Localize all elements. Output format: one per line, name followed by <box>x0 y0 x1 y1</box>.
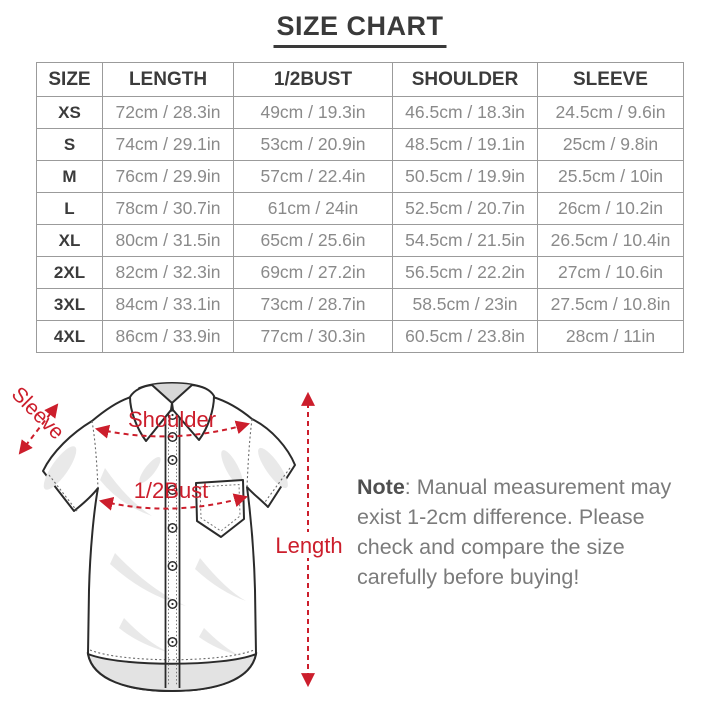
table-row <box>37 129 684 161</box>
bust-cell: 61cm / 24in <box>234 193 393 225</box>
sleeve-cell: 27.5cm / 10.8in <box>538 289 684 321</box>
shoulder-cell: 52.5cm / 20.7in <box>393 193 538 225</box>
shirt-diagram-icon <box>0 372 350 720</box>
note-line-1-rest: : Manual measurement may <box>404 475 672 499</box>
length-cell: 76cm / 29.9in <box>103 161 234 193</box>
sleeve-cell: 25cm / 9.8in <box>538 129 684 161</box>
note-line-2: exist 1-2cm difference. Please <box>357 505 645 529</box>
table-row <box>37 193 684 225</box>
bust-cell: 57cm / 22.4in <box>234 161 393 193</box>
sleeve-cell: 26cm / 10.2in <box>538 193 684 225</box>
shoulder-label: Shoulder <box>127 407 217 432</box>
bust-cell: 69cm / 27.2in <box>234 257 393 289</box>
size-cell: M <box>37 161 103 193</box>
col-header-size: SIZE <box>37 63 103 97</box>
bust-label: 1/2Bust <box>133 478 209 503</box>
size-cell: S <box>37 129 103 161</box>
size-cell: XL <box>37 225 103 257</box>
size-cell: 2XL <box>37 257 103 289</box>
shirt-measurement-diagram <box>0 372 350 720</box>
bust-cell: 77cm / 30.3in <box>234 321 393 353</box>
length-cell: 80cm / 31.5in <box>103 225 234 257</box>
size-cell: L <box>37 193 103 225</box>
table-row <box>37 321 684 353</box>
size-cell: XS <box>37 97 103 129</box>
col-header-length: LENGTH <box>103 63 234 97</box>
note-line-4: carefully before buying! <box>357 565 580 589</box>
note-line-3: check and compare the size <box>357 535 625 559</box>
table-row <box>37 289 684 321</box>
bust-cell: 73cm / 28.7in <box>234 289 393 321</box>
bust-cell: 53cm / 20.9in <box>234 129 393 161</box>
note-text <box>357 472 693 592</box>
table-row <box>37 225 684 257</box>
bust-cell: 49cm / 19.3in <box>234 97 393 129</box>
length-cell: 86cm / 33.9in <box>103 321 234 353</box>
length-cell: 72cm / 28.3in <box>103 97 234 129</box>
note-label: Note <box>357 475 405 499</box>
length-cell: 74cm / 29.1in <box>103 129 234 161</box>
sleeve-cell: 28cm / 11in <box>538 321 684 353</box>
sleeve-cell: 24.5cm / 9.6in <box>538 97 684 129</box>
table-header-row <box>37 63 684 97</box>
bust-cell: 65cm / 25.6in <box>234 225 393 257</box>
sleeve-cell: 27cm / 10.6in <box>538 257 684 289</box>
note-line-1 <box>357 472 693 502</box>
length-cell: 84cm / 33.1in <box>103 289 234 321</box>
shoulder-cell: 54.5cm / 21.5in <box>393 225 538 257</box>
shoulder-cell: 50.5cm / 19.9in <box>393 161 538 193</box>
col-header-shoulder: SHOULDER <box>393 63 538 97</box>
shoulder-cell: 56.5cm / 22.2in <box>393 257 538 289</box>
col-header-bust: 1/2BUST <box>234 63 393 97</box>
size-cell: 4XL <box>37 321 103 353</box>
page-title: SIZE CHART <box>274 11 447 48</box>
shoulder-cell: 58.5cm / 23in <box>393 289 538 321</box>
size-cell: 3XL <box>37 289 103 321</box>
col-header-sleeve: SLEEVE <box>538 63 684 97</box>
length-label: Length <box>275 533 343 558</box>
sleeve-label: Sleeve <box>6 382 69 445</box>
shoulder-cell: 60.5cm / 23.8in <box>393 321 538 353</box>
sleeve-cell: 25.5cm / 10in <box>538 161 684 193</box>
table-row <box>37 161 684 193</box>
length-cell: 78cm / 30.7in <box>103 193 234 225</box>
table-row <box>37 97 684 129</box>
table-row <box>37 257 684 289</box>
sleeve-cell: 26.5cm / 10.4in <box>538 225 684 257</box>
size-table <box>36 62 684 353</box>
shoulder-cell: 48.5cm / 19.1in <box>393 129 538 161</box>
length-cell: 82cm / 32.3in <box>103 257 234 289</box>
shoulder-cell: 46.5cm / 18.3in <box>393 97 538 129</box>
